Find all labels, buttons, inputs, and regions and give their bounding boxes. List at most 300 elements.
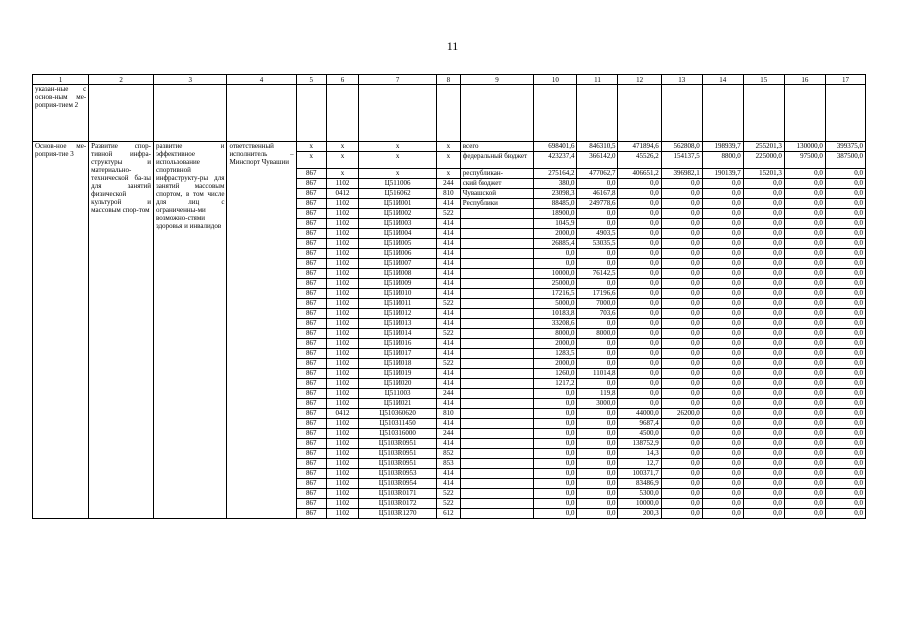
value-cell: 0,0 — [618, 319, 661, 329]
funding-source-cell — [460, 329, 533, 339]
value-cell: 3000,0 — [577, 399, 618, 409]
expense-type-cell: 414 — [437, 309, 461, 319]
value-cell: 0,0 — [784, 179, 825, 189]
expense-type-cell: 414 — [437, 229, 461, 239]
section-cell: 1102 — [326, 479, 358, 489]
value-cell: 0,0 — [784, 419, 825, 429]
value-cell: 0,0 — [618, 259, 661, 269]
value-cell: 225000,0 — [743, 152, 784, 169]
value-cell: 0,0 — [784, 469, 825, 479]
target-article-cell: x — [359, 142, 437, 152]
funding-source-cell — [460, 289, 533, 299]
value-cell: 0,0 — [661, 249, 702, 259]
grbs-cell: 867 — [296, 199, 326, 209]
grbs-cell: 867 — [296, 209, 326, 219]
value-cell: 846310,5 — [577, 142, 618, 152]
value-cell: 198939,7 — [702, 142, 743, 152]
value-cell: 0,0 — [825, 279, 865, 289]
grbs-cell: 867 — [296, 309, 326, 319]
target-article-cell: Ц51И011 — [359, 299, 437, 309]
section-cell: 1102 — [326, 179, 358, 189]
value-cell: 0,0 — [661, 509, 702, 519]
value-cell: 1045,9 — [534, 219, 577, 229]
value-cell: 2000,0 — [534, 229, 577, 239]
value-cell: 0,0 — [743, 309, 784, 319]
value-cell: 0,0 — [661, 289, 702, 299]
value-cell: 0,0 — [825, 399, 865, 409]
value-cell: 0,0 — [702, 309, 743, 319]
value-cell: 0,0 — [743, 459, 784, 469]
section-cell: 1102 — [326, 419, 358, 429]
column-number-13: 13 — [661, 75, 702, 85]
value-cell: 0,0 — [784, 279, 825, 289]
column-number-3: 3 — [153, 75, 226, 85]
column-number-row — [33, 75, 866, 85]
expense-type-cell: 244 — [437, 429, 461, 439]
target-article-cell: Ц51И002 — [359, 209, 437, 219]
value-cell: 0,0 — [618, 249, 661, 259]
target-article-cell: Ц510360620 — [359, 409, 437, 419]
section-cell: 1102 — [326, 489, 358, 499]
funding-source-cell — [460, 449, 533, 459]
value-cell: 0,0 — [825, 479, 865, 489]
grbs-cell: 867 — [296, 179, 326, 189]
value-cell: 0,0 — [784, 199, 825, 209]
funding-source-cell — [460, 489, 533, 499]
section-cell: 1102 — [326, 269, 358, 279]
value-cell: 18900,0 — [534, 209, 577, 219]
expense-type-cell: 414 — [437, 439, 461, 449]
value-cell: 1260,0 — [534, 369, 577, 379]
value-cell: 23098,3 — [534, 189, 577, 199]
value-cell: 0,0 — [743, 359, 784, 369]
value-cell: 0,0 — [743, 469, 784, 479]
value-cell: 0,0 — [661, 319, 702, 329]
value-cell: 0,0 — [743, 479, 784, 489]
target-article-cell: Ц51И020 — [359, 379, 437, 389]
section-cell: 1102 — [326, 449, 358, 459]
value-cell: 154137,5 — [661, 152, 702, 169]
grbs-cell: 867 — [296, 189, 326, 199]
target-article-cell: Ц51И004 — [359, 229, 437, 239]
value-cell: 190139,7 — [702, 169, 743, 179]
section-cell: 1102 — [326, 329, 358, 339]
value-cell: 0,0 — [534, 449, 577, 459]
value-cell: 0,0 — [825, 249, 865, 259]
value-cell: 0,0 — [825, 489, 865, 499]
expense-type-cell: 414 — [437, 199, 461, 209]
value-cell: 0,0 — [743, 489, 784, 499]
value-cell: 0,0 — [784, 309, 825, 319]
target-article-cell: Ц51И006 — [359, 249, 437, 259]
grbs-cell: 867 — [296, 379, 326, 389]
value-cell: 0,0 — [743, 439, 784, 449]
column-number-4: 4 — [227, 75, 296, 85]
target-article-cell: Ц5103R0953 — [359, 469, 437, 479]
value-cell: 0,0 — [618, 309, 661, 319]
value-cell: 0,0 — [702, 199, 743, 209]
value-cell: 0,0 — [577, 429, 618, 439]
value-cell: 14,3 — [618, 449, 661, 459]
value-cell: 0,0 — [702, 489, 743, 499]
value-cell: 387500,0 — [825, 152, 865, 169]
value-cell: 0,0 — [534, 509, 577, 519]
funding-source-cell — [460, 269, 533, 279]
value-cell: 0,0 — [784, 489, 825, 499]
section-cell: 1102 — [326, 459, 358, 469]
value-cell: 8800,0 — [702, 152, 743, 169]
target-article-cell: Ц51И016 — [359, 339, 437, 349]
section-cell: 0412 — [326, 189, 358, 199]
value-cell: 0,0 — [743, 269, 784, 279]
value-cell: 1217,2 — [534, 379, 577, 389]
funding-source-cell: федеральный бюджет — [460, 152, 533, 169]
expense-type-cell: 414 — [437, 239, 461, 249]
value-cell: 0,0 — [743, 299, 784, 309]
grbs-cell: 867 — [296, 219, 326, 229]
value-cell: 0,0 — [784, 479, 825, 489]
value-cell: 0,0 — [702, 319, 743, 329]
funding-source-cell — [460, 279, 533, 289]
value-cell: 0,0 — [702, 229, 743, 239]
value-cell: 406651,2 — [618, 169, 661, 179]
value-cell: 0,0 — [743, 379, 784, 389]
value-cell: 0,0 — [784, 209, 825, 219]
value-cell: 0,0 — [743, 329, 784, 339]
target-article-cell: Ц51И009 — [359, 279, 437, 289]
expense-type-cell: x — [437, 142, 461, 152]
grbs-cell: 867 — [296, 279, 326, 289]
value-cell: 0,0 — [577, 439, 618, 449]
value-cell: 0,0 — [825, 229, 865, 239]
value-cell: 0,0 — [784, 319, 825, 329]
event-title-cell: Развитие спор-тивной инфра-структуры и материально-технической ба-зы для занятий физической культурой и массовым спор-том — [89, 142, 154, 519]
value-cell: 0,0 — [784, 329, 825, 339]
expense-type-cell: 414 — [437, 279, 461, 289]
value-cell: 0,0 — [784, 409, 825, 419]
funding-source-cell: Республики — [460, 199, 533, 209]
grbs-cell: 867 — [296, 229, 326, 239]
expense-type-cell: 414 — [437, 219, 461, 229]
value-cell: 255201,3 — [743, 142, 784, 152]
funding-source-cell — [460, 239, 533, 249]
funding-source-cell: республикан- — [460, 169, 533, 179]
expense-type-cell: 414 — [437, 259, 461, 269]
grbs-cell: 867 — [296, 439, 326, 449]
value-cell: 17216,5 — [534, 289, 577, 299]
value-cell: 396982,1 — [661, 169, 702, 179]
grbs-cell: 867 — [296, 429, 326, 439]
target-article-cell: Ц511003 — [359, 389, 437, 399]
value-cell: 0,0 — [661, 479, 702, 489]
grbs-cell: 867 — [296, 509, 326, 519]
value-cell: 0,0 — [702, 469, 743, 479]
value-cell: 0,0 — [577, 469, 618, 479]
value-cell: 17196,6 — [577, 289, 618, 299]
expense-type-cell: 414 — [437, 269, 461, 279]
value-cell: 0,0 — [784, 379, 825, 389]
event-executor-cell: ответственный исполнитель – Минспорт Чувашии — [227, 142, 296, 519]
value-cell: 0,0 — [825, 369, 865, 379]
grbs-cell: 867 — [296, 269, 326, 279]
value-cell: 0,0 — [825, 439, 865, 449]
value-cell: 0,0 — [784, 509, 825, 519]
value-cell: 7000,0 — [577, 299, 618, 309]
section-cell: x — [326, 152, 358, 169]
funding-source-cell — [460, 319, 533, 329]
value-cell: 0,0 — [784, 239, 825, 249]
value-cell: 0,0 — [784, 299, 825, 309]
value-cell: 0,0 — [618, 359, 661, 369]
column-number-16: 16 — [784, 75, 825, 85]
expense-type-cell: 244 — [437, 389, 461, 399]
value-cell: 0,0 — [743, 319, 784, 329]
value-cell: 0,0 — [661, 429, 702, 439]
target-article-cell: x — [359, 169, 437, 179]
value-cell: 0,0 — [743, 289, 784, 299]
value-cell: 0,0 — [577, 449, 618, 459]
value-cell: 0,0 — [825, 449, 865, 459]
value-cell: 0,0 — [702, 179, 743, 189]
value-cell: 0,0 — [661, 239, 702, 249]
value-cell: 0,0 — [825, 509, 865, 519]
value-cell: 0,0 — [661, 439, 702, 449]
section-cell: 1102 — [326, 399, 358, 409]
value-cell: 0,0 — [618, 239, 661, 249]
expense-type-cell: x — [437, 152, 461, 169]
value-cell: 45526,2 — [618, 152, 661, 169]
value-cell: 0,0 — [661, 189, 702, 199]
value-cell: 26885,4 — [534, 239, 577, 249]
value-cell: 0,0 — [618, 229, 661, 239]
value-cell: 0,0 — [534, 499, 577, 509]
value-cell: 0,0 — [702, 279, 743, 289]
section-cell: 1102 — [326, 369, 358, 379]
section-cell: 1102 — [326, 209, 358, 219]
column-number-8: 8 — [437, 75, 461, 85]
value-cell: 0,0 — [702, 429, 743, 439]
target-article-cell: Ц511006 — [359, 179, 437, 189]
value-cell: 0,0 — [702, 239, 743, 249]
value-cell: 46167,8 — [577, 189, 618, 199]
continuation-row — [33, 85, 866, 142]
value-cell: 0,0 — [784, 229, 825, 239]
value-cell: 0,0 — [784, 219, 825, 229]
expense-type-cell: 522 — [437, 359, 461, 369]
grbs-cell: x — [296, 142, 326, 152]
column-number-11: 11 — [577, 75, 618, 85]
value-cell: 0,0 — [577, 249, 618, 259]
section-cell: 1102 — [326, 289, 358, 299]
value-cell: 0,0 — [743, 189, 784, 199]
value-cell: 130000,0 — [784, 142, 825, 152]
expense-type-cell: 852 — [437, 449, 461, 459]
expense-type-cell: 612 — [437, 509, 461, 519]
value-cell: 0,0 — [702, 189, 743, 199]
value-cell: 12,7 — [618, 459, 661, 469]
value-cell: 0,0 — [577, 179, 618, 189]
expense-type-cell: 414 — [437, 399, 461, 409]
column-number-10: 10 — [534, 75, 577, 85]
funding-source-cell — [460, 249, 533, 259]
value-cell: 0,0 — [784, 459, 825, 469]
target-article-cell: Ц51И012 — [359, 309, 437, 319]
value-cell: 0,0 — [661, 309, 702, 319]
column-number-17: 17 — [825, 75, 865, 85]
expense-type-cell: x — [437, 169, 461, 179]
value-cell: 0,0 — [702, 399, 743, 409]
section-cell: 1102 — [326, 309, 358, 319]
target-article-cell: Ц51И003 — [359, 219, 437, 229]
value-cell: 0,0 — [743, 419, 784, 429]
section-cell: 1102 — [326, 349, 358, 359]
value-cell: 5000,0 — [534, 299, 577, 309]
funding-source-cell — [460, 349, 533, 359]
funding-source-cell — [460, 219, 533, 229]
value-cell: 0,0 — [702, 459, 743, 469]
value-cell: 0,0 — [618, 189, 661, 199]
value-cell: 249778,6 — [577, 199, 618, 209]
value-cell: 471894,6 — [618, 142, 661, 152]
value-cell: 0,0 — [743, 499, 784, 509]
expense-type-cell: 414 — [437, 249, 461, 259]
value-cell: 100371,7 — [618, 469, 661, 479]
grbs-cell: 867 — [296, 399, 326, 409]
section-cell: 1102 — [326, 439, 358, 449]
target-article-cell: Ц51И008 — [359, 269, 437, 279]
value-cell: 0,0 — [534, 489, 577, 499]
expense-type-cell: 522 — [437, 209, 461, 219]
value-cell: 8000,0 — [534, 329, 577, 339]
target-article-cell: Ц5103R0171 — [359, 489, 437, 499]
value-cell: 399375,0 — [825, 142, 865, 152]
value-cell: 0,0 — [661, 489, 702, 499]
value-cell: 0,0 — [825, 259, 865, 269]
value-cell: 200,3 — [618, 509, 661, 519]
section-cell: 1102 — [326, 199, 358, 209]
value-cell: 0,0 — [825, 379, 865, 389]
section-cell: 1102 — [326, 469, 358, 479]
target-article-cell: Ц51И021 — [359, 399, 437, 409]
value-cell: 0,0 — [702, 219, 743, 229]
value-cell: 0,0 — [702, 479, 743, 489]
target-article-cell: Ц5103R0954 — [359, 479, 437, 489]
value-cell: 0,0 — [702, 259, 743, 269]
value-cell: 0,0 — [661, 359, 702, 369]
value-cell: 0,0 — [577, 409, 618, 419]
value-cell: 0,0 — [784, 399, 825, 409]
expense-type-cell: 414 — [437, 369, 461, 379]
column-number-6: 6 — [326, 75, 358, 85]
value-cell: 0,0 — [661, 459, 702, 469]
value-cell: 0,0 — [702, 499, 743, 509]
grbs-cell: 867 — [296, 359, 326, 369]
funding-source-cell — [460, 509, 533, 519]
target-article-cell: Ц51И007 — [359, 259, 437, 269]
value-cell: 0,0 — [534, 479, 577, 489]
value-cell: 97500,0 — [784, 152, 825, 169]
value-cell: 0,0 — [534, 249, 577, 259]
expense-type-cell: 414 — [437, 379, 461, 389]
value-cell: 0,0 — [577, 259, 618, 269]
value-cell: 0,0 — [743, 209, 784, 219]
expense-type-cell: 522 — [437, 329, 461, 339]
page-number: 11 — [446, 39, 459, 53]
value-cell: 0,0 — [577, 499, 618, 509]
target-article-cell: Ц51И013 — [359, 319, 437, 329]
funding-source-cell — [460, 379, 533, 389]
column-number-9: 9 — [460, 75, 533, 85]
value-cell: 0,0 — [825, 429, 865, 439]
section-cell: 1102 — [326, 389, 358, 399]
funding-source-cell — [460, 309, 533, 319]
value-cell: 0,0 — [743, 429, 784, 439]
column-number-15: 15 — [743, 75, 784, 85]
value-cell: 0,0 — [702, 329, 743, 339]
value-cell: 0,0 — [784, 429, 825, 439]
column-number-7: 7 — [359, 75, 437, 85]
value-cell: 0,0 — [702, 349, 743, 359]
funding-source-cell — [460, 369, 533, 379]
value-cell: 0,0 — [825, 209, 865, 219]
value-cell: 76142,5 — [577, 269, 618, 279]
value-cell: 0,0 — [784, 359, 825, 369]
value-cell: 33208,6 — [534, 319, 577, 329]
grbs-cell: 867 — [296, 249, 326, 259]
grbs-cell: 867 — [296, 489, 326, 499]
value-cell: 0,0 — [702, 439, 743, 449]
funding-source-cell — [460, 479, 533, 489]
value-cell: 0,0 — [618, 379, 661, 389]
value-cell: 0,0 — [661, 299, 702, 309]
value-cell: 0,0 — [577, 489, 618, 499]
section-cell: 1102 — [326, 339, 358, 349]
funding-source-cell: Чувашской — [460, 189, 533, 199]
value-cell: 1283,5 — [534, 349, 577, 359]
funding-source-cell — [460, 359, 533, 369]
funding-source-cell — [460, 429, 533, 439]
section-cell: 1102 — [326, 319, 358, 329]
value-cell: 0,0 — [743, 349, 784, 359]
value-cell: 0,0 — [618, 209, 661, 219]
value-cell: 0,0 — [661, 199, 702, 209]
value-cell: 0,0 — [784, 259, 825, 269]
value-cell: 0,0 — [825, 219, 865, 229]
value-cell: 0,0 — [702, 379, 743, 389]
expense-type-cell: 522 — [437, 299, 461, 309]
section-cell: 1102 — [326, 249, 358, 259]
target-article-cell: Ц516062 — [359, 189, 437, 199]
value-cell: 0,0 — [534, 429, 577, 439]
value-cell: 119,8 — [577, 389, 618, 399]
value-cell: 0,0 — [825, 319, 865, 329]
value-cell: 0,0 — [702, 389, 743, 399]
value-cell: 0,0 — [661, 399, 702, 409]
value-cell: 0,0 — [661, 179, 702, 189]
value-cell: 0,0 — [618, 179, 661, 189]
value-cell: 0,0 — [825, 499, 865, 509]
value-cell: 0,0 — [534, 259, 577, 269]
target-article-cell: Ц51И001 — [359, 199, 437, 209]
funding-source-cell — [460, 399, 533, 409]
target-article-cell: Ц510316000 — [359, 429, 437, 439]
value-cell: 0,0 — [743, 389, 784, 399]
grbs-cell: 867 — [296, 329, 326, 339]
value-cell: 0,0 — [743, 249, 784, 259]
funding-source-cell — [460, 499, 533, 509]
value-cell: 0,0 — [825, 169, 865, 179]
value-cell: 0,0 — [577, 339, 618, 349]
